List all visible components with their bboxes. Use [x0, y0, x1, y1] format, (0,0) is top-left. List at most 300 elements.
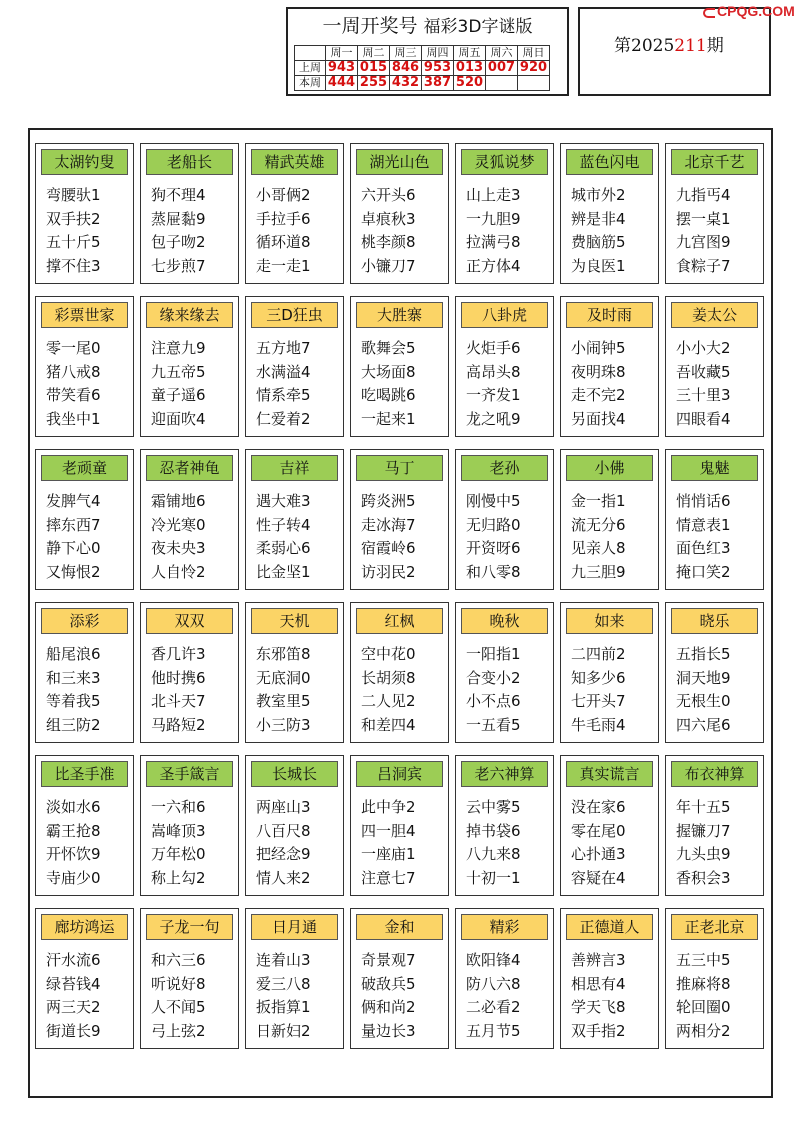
riddle-line: 弓上弦2	[151, 1021, 206, 1040]
last-week-row	[295, 61, 550, 76]
riddle-line: 七步煎7	[151, 256, 206, 275]
riddle-lines	[151, 643, 235, 737]
weekday-cell: 周三	[390, 46, 422, 61]
riddle-card	[245, 143, 344, 284]
card-title: 太湖钓叟	[41, 149, 128, 175]
riddle-lines	[466, 643, 550, 737]
riddle-line: 冷光寒0	[151, 515, 206, 534]
riddle-line: 十初一1	[466, 868, 521, 887]
riddle-line: 轮回圈0	[676, 998, 731, 1017]
riddle-line: 船尾浪6	[46, 645, 101, 663]
riddle-line: 摆一桌1	[676, 209, 731, 228]
riddle-card	[560, 296, 659, 437]
riddle-line: 夜明珠8	[571, 362, 626, 381]
card-title: 蓝色闪电	[566, 149, 653, 175]
riddle-line: 云中雾5	[466, 798, 521, 816]
riddle-line: 小小大2	[676, 339, 731, 357]
draw-number: 920	[518, 61, 550, 76]
issue-year: 2025	[631, 36, 675, 56]
riddle-lines	[361, 949, 445, 1043]
card-title: 大胜寨	[356, 302, 443, 328]
riddle-card	[245, 602, 344, 743]
issue-panel	[578, 7, 771, 96]
riddle-card	[140, 296, 239, 437]
riddle-line: 仁爱着2	[256, 409, 311, 428]
card-title: 小佛	[566, 455, 653, 481]
riddle-lines	[676, 643, 760, 737]
riddle-line: 两座山3	[256, 798, 311, 816]
riddle-line: 长胡须8	[361, 668, 416, 687]
riddle-line: 掩口笑2	[676, 562, 731, 581]
riddle-line: 双手扶2	[46, 209, 101, 228]
riddle-line: 二四前2	[571, 645, 626, 663]
riddle-line: 面色红3	[676, 539, 731, 558]
riddle-line: 教室里5	[256, 692, 311, 711]
riddle-card	[350, 908, 449, 1049]
riddle-line: 正方体4	[466, 256, 521, 275]
riddle-card	[350, 143, 449, 284]
riddle-line: 九头虫9	[676, 845, 731, 864]
riddle-line: 心扑通3	[571, 845, 626, 864]
riddle-line: 知多少6	[571, 668, 626, 687]
draw-number: 953	[422, 61, 454, 76]
card-title: 姜太公	[671, 302, 758, 328]
weekday-cell: 周四	[422, 46, 454, 61]
riddle-lines	[571, 490, 655, 584]
riddle-line: 四一胆4	[361, 821, 416, 840]
riddle-line: 五指长5	[676, 645, 731, 663]
riddle-line: 一起来1	[361, 409, 416, 428]
riddle-card	[560, 602, 659, 743]
card-title: 添彩	[41, 608, 128, 634]
weekday-header-row	[295, 46, 550, 61]
card-title: 灵狐说梦	[461, 149, 548, 175]
riddle-line: 等着我5	[46, 692, 101, 711]
riddle-card	[455, 602, 554, 743]
riddle-line: 拉满弓8	[466, 233, 521, 252]
riddle-line: 夜未央3	[151, 539, 206, 558]
riddle-line: 吾收藏5	[676, 362, 731, 381]
watermark-text: CPQG.COM	[717, 3, 795, 19]
riddle-line: 刚慢中5	[466, 492, 521, 510]
riddle-line: 五方地7	[256, 339, 311, 357]
riddle-line: 开怀饮9	[46, 845, 101, 864]
riddle-line: 见亲人8	[571, 539, 626, 558]
riddle-lines	[151, 184, 235, 278]
riddle-line: 费脑筋5	[571, 233, 626, 252]
draw-number: 013	[454, 61, 486, 76]
card-title: 及时雨	[566, 302, 653, 328]
riddle-line: 把经念9	[256, 845, 311, 864]
draw-number: 255	[358, 76, 390, 91]
riddle-card	[35, 755, 134, 896]
riddle-line: 弯腰驮1	[46, 186, 101, 204]
riddle-lines	[466, 337, 550, 431]
riddle-lines	[361, 490, 445, 584]
riddle-line: 合变小2	[466, 668, 521, 687]
card-title: 双双	[146, 608, 233, 634]
riddle-line: 我坐中1	[46, 409, 101, 428]
riddle-line: 学天飞8	[571, 998, 626, 1017]
riddle-card	[350, 449, 449, 590]
riddle-line: 相思有4	[571, 974, 626, 993]
riddle-line: 善辨言3	[571, 951, 626, 969]
riddle-card	[560, 143, 659, 284]
riddle-line: 两三天2	[46, 998, 101, 1017]
riddle-line: 比金坚1	[256, 562, 311, 581]
weekday-cell: 周五	[454, 46, 486, 61]
riddle-line: 一齐发1	[466, 386, 521, 405]
riddle-line: 宿霞岭6	[361, 539, 416, 558]
riddle-line: 嵩峰顶3	[151, 821, 206, 840]
riddle-card	[35, 143, 134, 284]
riddle-line: 无归路0	[466, 515, 521, 534]
riddle-card	[350, 296, 449, 437]
riddle-line: 又悔恨2	[46, 562, 101, 581]
card-title: 晚秋	[461, 608, 548, 634]
riddle-line: 九宫图9	[676, 233, 731, 252]
riddle-line: 无底洞0	[256, 668, 311, 687]
draw-number: 520	[454, 76, 486, 91]
card-title: 北京千艺	[671, 149, 758, 175]
riddle-card	[245, 449, 344, 590]
card-title: 圣手箴言	[146, 761, 233, 787]
riddle-lines	[571, 796, 655, 890]
riddle-lines	[571, 643, 655, 737]
riddle-card	[140, 602, 239, 743]
riddle-line: 小闹钟5	[571, 339, 626, 357]
riddle-line: 八百尺8	[256, 821, 311, 840]
riddle-card	[245, 755, 344, 896]
card-title: 缘来缘去	[146, 302, 233, 328]
riddle-line: 火炬手6	[466, 339, 521, 357]
riddle-line: 跨炎洲5	[361, 492, 416, 510]
card-title: 忍者神龟	[146, 455, 233, 481]
riddle-lines	[46, 796, 130, 890]
riddle-line: 空中花0	[361, 645, 416, 663]
riddle-line: 八九来8	[466, 845, 521, 864]
riddle-lines	[676, 184, 760, 278]
riddle-line: 容疑在4	[571, 868, 626, 887]
draw-number: 444	[326, 76, 358, 91]
riddle-card	[245, 296, 344, 437]
this-week-row	[295, 76, 550, 91]
riddle-line: 开资呀6	[466, 539, 521, 558]
riddle-card	[665, 755, 764, 896]
card-title: 吕洞宾	[356, 761, 443, 787]
riddle-line: 年十五5	[676, 798, 731, 816]
draw-number: 387	[422, 76, 454, 91]
corner-cell	[295, 46, 326, 61]
riddle-line: 街道长9	[46, 1021, 101, 1040]
riddle-line: 高昂头8	[466, 362, 521, 381]
riddle-line: 东邪笛8	[256, 645, 311, 663]
card-title: 金和	[356, 914, 443, 940]
card-title: 日月通	[251, 914, 338, 940]
riddle-lines	[361, 796, 445, 890]
riddle-line: 爱三八8	[256, 974, 311, 993]
riddle-line: 听说好8	[151, 974, 206, 993]
riddle-card	[665, 602, 764, 743]
riddle-card	[455, 755, 554, 896]
riddle-line: 马路短2	[151, 715, 206, 734]
riddle-line: 小三防3	[256, 715, 311, 734]
riddle-line: 此中争2	[361, 798, 416, 816]
riddle-line: 五十斤5	[46, 233, 101, 252]
title-text: 一周开奖号	[322, 15, 418, 37]
riddle-line: 量边长3	[361, 1021, 416, 1040]
issue-seq: 211	[674, 36, 707, 56]
issue-suffix: 期	[706, 36, 724, 56]
riddle-lines	[151, 337, 235, 431]
riddle-lines	[676, 490, 760, 584]
riddle-lines	[151, 949, 235, 1043]
riddle-line: 悄悄话6	[676, 492, 731, 510]
riddle-card	[140, 908, 239, 1049]
issue-prefix: 第	[614, 36, 631, 56]
riddle-line: 扳指算1	[256, 998, 311, 1017]
card-title: 子龙一句	[146, 914, 233, 940]
riddle-line: 零在尾0	[571, 821, 626, 840]
riddle-line: 人自怜2	[151, 562, 206, 581]
riddle-card	[140, 143, 239, 284]
riddle-card	[350, 602, 449, 743]
weekday-cell: 周日	[518, 46, 550, 61]
riddle-line: 洞天地9	[676, 668, 731, 687]
card-title: 老船长	[146, 149, 233, 175]
riddle-card	[140, 755, 239, 896]
riddle-card	[35, 908, 134, 1049]
riddle-line: 一阳指1	[466, 645, 521, 663]
draw-results-table	[294, 45, 550, 91]
weekly-draw-panel	[286, 7, 569, 96]
riddle-line: 柔弱心6	[256, 539, 311, 558]
card-title: 八卦虎	[461, 302, 548, 328]
riddle-line: 龙之吼9	[466, 409, 521, 428]
riddle-line: 手拉手6	[256, 209, 311, 228]
riddle-line: 一五看5	[466, 715, 521, 734]
riddle-card	[665, 296, 764, 437]
card-title: 湖光山色	[356, 149, 443, 175]
weekday-cell: 周一	[326, 46, 358, 61]
weekly-draw-title	[288, 13, 567, 40]
riddle-line: 二必看2	[466, 998, 521, 1017]
riddle-line: 发脾气4	[46, 492, 101, 510]
riddle-card	[350, 755, 449, 896]
riddle-lines	[676, 949, 760, 1043]
riddle-line: 撑不住3	[46, 256, 101, 275]
riddle-lines	[46, 643, 130, 737]
riddle-line: 城市外2	[571, 186, 626, 204]
riddle-line: 走一走1	[256, 256, 311, 275]
card-title: 天机	[251, 608, 338, 634]
riddle-lines	[466, 490, 550, 584]
riddle-line: 万年松0	[151, 845, 206, 864]
riddle-line: 和六三6	[151, 951, 206, 969]
riddle-lines	[256, 643, 340, 737]
riddle-card	[455, 296, 554, 437]
card-title: 鬼魅	[671, 455, 758, 481]
riddle-line: 金一指1	[571, 492, 626, 510]
riddle-lines	[571, 337, 655, 431]
riddle-line: 二人见2	[361, 692, 416, 711]
riddle-card	[140, 449, 239, 590]
riddle-line: 性子转4	[256, 515, 311, 534]
riddle-line: 四眼看4	[676, 409, 731, 428]
riddle-line: 破敌兵5	[361, 974, 416, 993]
card-title: 如来	[566, 608, 653, 634]
riddle-line: 吃喝跳6	[361, 386, 416, 405]
riddle-card	[455, 143, 554, 284]
riddle-line: 访羽民2	[361, 562, 416, 581]
riddle-line: 注意七7	[361, 868, 416, 887]
draw-number: 846	[390, 61, 422, 76]
watermark-logo-icon	[703, 8, 715, 18]
riddle-lines	[676, 796, 760, 890]
draw-number	[486, 76, 518, 91]
riddle-line: 组三防2	[46, 715, 101, 734]
riddle-line: 山上走3	[466, 186, 521, 204]
riddle-line: 卓痕秋3	[361, 209, 416, 228]
draw-number: 943	[326, 61, 358, 76]
card-title: 吉祥	[251, 455, 338, 481]
card-title: 正德道人	[566, 914, 653, 940]
riddle-line: 防八六8	[466, 974, 521, 993]
riddle-line: 香几许3	[151, 645, 206, 663]
card-title: 红枫	[356, 608, 443, 634]
riddle-line: 和三来3	[46, 668, 101, 687]
riddle-line: 小镰刀7	[361, 256, 416, 275]
riddle-line: 童子遥6	[151, 386, 206, 405]
card-title: 三D狂虫	[251, 302, 338, 328]
riddle-line: 欧阳锋4	[466, 951, 521, 969]
riddle-line: 情人来2	[256, 868, 311, 887]
riddle-line: 歌舞会5	[361, 339, 416, 357]
riddle-line: 带笑看6	[46, 386, 101, 405]
riddle-lines	[256, 949, 340, 1043]
riddle-lines	[466, 949, 550, 1043]
riddle-line: 寺庙少0	[46, 868, 101, 887]
riddle-card	[665, 908, 764, 1049]
riddle-lines	[46, 184, 130, 278]
riddle-line: 淡如水6	[46, 798, 101, 816]
riddle-line: 牛毛雨4	[571, 715, 626, 734]
card-title: 比圣手准	[41, 761, 128, 787]
riddle-card	[35, 296, 134, 437]
riddle-lines	[256, 184, 340, 278]
riddle-lines	[46, 337, 130, 431]
card-title: 布衣神算	[671, 761, 758, 787]
riddle-line: 九三胆9	[571, 562, 626, 581]
riddle-line: 情意表1	[676, 515, 731, 534]
riddle-line: 北斗天7	[151, 692, 206, 711]
riddle-line: 霜铺地6	[151, 492, 206, 510]
riddle-line: 一九胆9	[466, 209, 521, 228]
riddle-line: 迎面吹4	[151, 409, 206, 428]
draw-number	[518, 76, 550, 91]
card-title: 老顽童	[41, 455, 128, 481]
riddle-card	[455, 449, 554, 590]
riddle-card	[560, 908, 659, 1049]
riddle-line: 水满溢4	[256, 362, 311, 381]
row-label: 上周	[295, 61, 326, 76]
card-title: 廊坊鸿运	[41, 914, 128, 940]
card-title: 老孙	[461, 455, 548, 481]
riddle-line: 四六尾6	[676, 715, 731, 734]
riddle-line: 没在家6	[571, 798, 626, 816]
site-watermark	[703, 3, 795, 19]
riddle-lines	[151, 796, 235, 890]
riddle-line: 六开头6	[361, 186, 416, 204]
card-title: 精武英雄	[251, 149, 338, 175]
riddle-card	[35, 602, 134, 743]
card-title: 彩票世家	[41, 302, 128, 328]
riddle-lines	[256, 490, 340, 584]
riddle-line: 两相分2	[676, 1021, 731, 1040]
riddle-line: 三十里3	[676, 386, 731, 405]
riddle-line: 遇大难3	[256, 492, 311, 510]
riddle-card	[35, 449, 134, 590]
riddle-card	[560, 449, 659, 590]
riddle-lines	[46, 490, 130, 584]
draw-number: 432	[390, 76, 422, 91]
riddle-line: 静下心0	[46, 539, 101, 558]
riddle-line: 注意九9	[151, 339, 206, 357]
riddle-line: 摔东西7	[46, 515, 101, 534]
card-title: 老六神算	[461, 761, 548, 787]
card-title: 正老北京	[671, 914, 758, 940]
riddle-grid-frame	[28, 128, 773, 1098]
riddle-line: 走不完2	[571, 386, 626, 405]
riddle-line: 双手指2	[571, 1021, 626, 1040]
draw-number: 015	[358, 61, 390, 76]
riddle-line: 推麻将8	[676, 974, 731, 993]
riddle-lines	[256, 796, 340, 890]
weekday-cell: 周二	[358, 46, 390, 61]
riddle-line: 霸王抢8	[46, 821, 101, 840]
riddle-line: 九五帝5	[151, 362, 206, 381]
card-title: 精彩	[461, 914, 548, 940]
riddle-line: 人不闻5	[151, 998, 206, 1017]
riddle-line: 香积会3	[676, 868, 731, 887]
riddle-line: 流无分6	[571, 515, 626, 534]
riddle-line: 零一尾0	[46, 339, 101, 357]
card-title: 晓乐	[671, 608, 758, 634]
card-title: 真实谎言	[566, 761, 653, 787]
riddle-lines	[151, 490, 235, 584]
riddle-line: 和八零8	[466, 562, 521, 581]
riddle-line: 和差四4	[361, 715, 416, 734]
riddle-line: 俩和尚2	[361, 998, 416, 1017]
riddle-lines	[466, 796, 550, 890]
riddle-line: 狗不理4	[151, 186, 206, 204]
riddle-line: 大场面8	[361, 362, 416, 381]
riddle-lines	[46, 949, 130, 1043]
riddle-lines	[361, 337, 445, 431]
riddle-lines	[571, 184, 655, 278]
riddle-lines	[361, 643, 445, 737]
riddle-lines	[571, 949, 655, 1043]
riddle-lines	[256, 337, 340, 431]
riddle-line: 一六和6	[151, 798, 206, 816]
riddle-line: 奇景观7	[361, 951, 416, 969]
card-title: 长城长	[251, 761, 338, 787]
riddle-lines	[676, 337, 760, 431]
riddle-line: 他时携6	[151, 668, 206, 687]
issue-number	[614, 31, 724, 56]
riddle-line: 五月节5	[466, 1021, 521, 1040]
riddle-line: 日新妇2	[256, 1021, 311, 1040]
